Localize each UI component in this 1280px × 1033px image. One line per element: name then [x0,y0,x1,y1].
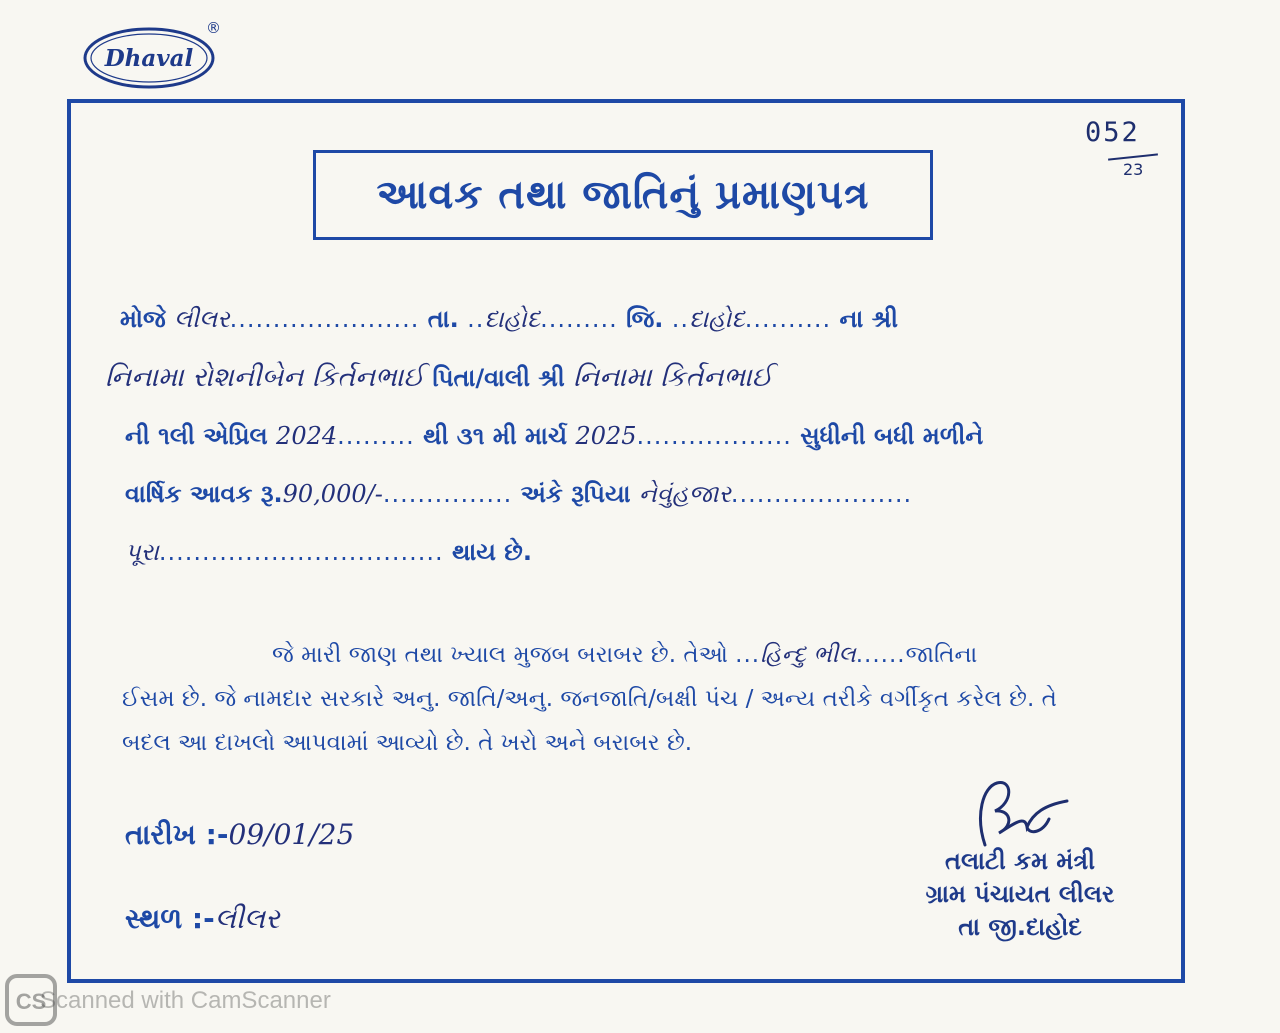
place-value: લીલર [214,902,280,935]
form-line-income: વાર્ષિક આવક રૂ.90,000/-............... અંકે રૂપિયા નેવુંહજાર..................... [125,480,913,508]
official-stamp [910,845,1130,944]
father-label: પિતા/વાલી શ્રી [432,364,565,392]
camscanner-icon-text: CS [15,989,47,1014]
title-box [313,150,933,240]
form-line-name [105,362,773,394]
taluka-value: દાહોદ [484,305,541,333]
date-label: તારીખ :- [125,818,229,851]
from-year: 2024 [276,422,338,450]
applicant-name: નિનામા રોશનીબેન કિર્તનભાઈ [105,362,425,393]
taluka-label: તા. [427,305,459,333]
serial-sub-number: 23 [1123,160,1144,179]
dhaval-logo [82,26,216,90]
certificate-title: આવક તથા જાતિનું પ્રમાણપત્ર [376,172,870,218]
words-label: અંકે રૂપિયા [520,480,631,508]
camscanner-watermark: Scanned with CamScanner [40,987,331,1014]
declaration-suffix: જાતિના [905,642,978,668]
place-label: સ્થળ :- [125,902,215,935]
period-suffix: સુધીની બધી મળીને [800,422,984,450]
mauje-label: મોજે [120,305,166,333]
place-row [125,902,280,936]
declaration-line-2: ઈસમ છે. જે નામદાર સરકારે અનુ. જાતિ/અનુ. જનજાતિ/બક્ષી પંચ / અન્ય તરીકે વર્ગીકૃત કરેલ છે. તે [122,686,1057,712]
declaration-line-3: બદલ આ દાખલો આપવામાં આવ્યો છે. તે ખરો અને બરાબર છે. [122,730,693,756]
serial-number: 052 [1085,117,1140,148]
logo-text: Dhaval [104,45,194,72]
father-name: નિનામા કિર્તનભાઈ [573,362,773,393]
total-value: પૂરા [125,538,159,566]
stamp-line-2: ગ્રામ પંચાયત લીલર [925,880,1115,908]
district-label: જિ. [626,305,664,333]
declaration-prefix: જે મારી જાણ તથા ખ્યાલ મુજબ બરાબર છે. તેઓ [272,642,728,668]
mauje-value: લીલર [174,305,230,333]
line1-suffix: ના શ્રી [839,305,898,333]
period-mid: થી ૩૧ મી માર્ચ [423,422,568,450]
signature [955,775,1075,855]
form-line-period: ની ૧લી એપ્રિલ 2024......... થી ૩૧ મી માર્ચ 2025.................. સુધીની બધી મળીને [125,422,984,450]
stamp-line-3: તા જી.દાહોદ [958,913,1082,941]
declaration-line-1: જે મારી જાણ તથા ખ્યાલ મુજબ બરાબર છે. તેઓ ...હિન્દુ ભીલ......જાતિના [272,642,978,668]
stamp-line-1: તલાટી કમ મંત્રી [945,847,1095,875]
income-label: વાર્ષિક આવક રૂ. [125,480,283,508]
form-line-village: મોજે લીલર...................... તા. ..દાહોદ......... જિ. ..દાહોદ.......... ના શ્રી [120,305,898,333]
registered-mark: ® [206,19,221,37]
total-suffix: થાય છે. [452,538,532,566]
income-words: નેવુંહજાર [638,480,731,508]
to-year: 2025 [575,422,637,450]
date-row [125,818,354,852]
period-prefix: ની ૧લી એપ્રિલ [125,422,268,450]
caste-value: હિન્દુ ભીલ [760,642,856,668]
district-value: દાહોદ [689,305,745,333]
form-line-total: પૂરા................................. થાય છે. [125,538,532,566]
income-amount: 90,000/- [282,480,383,508]
date-value: 09/01/25 [228,818,355,851]
